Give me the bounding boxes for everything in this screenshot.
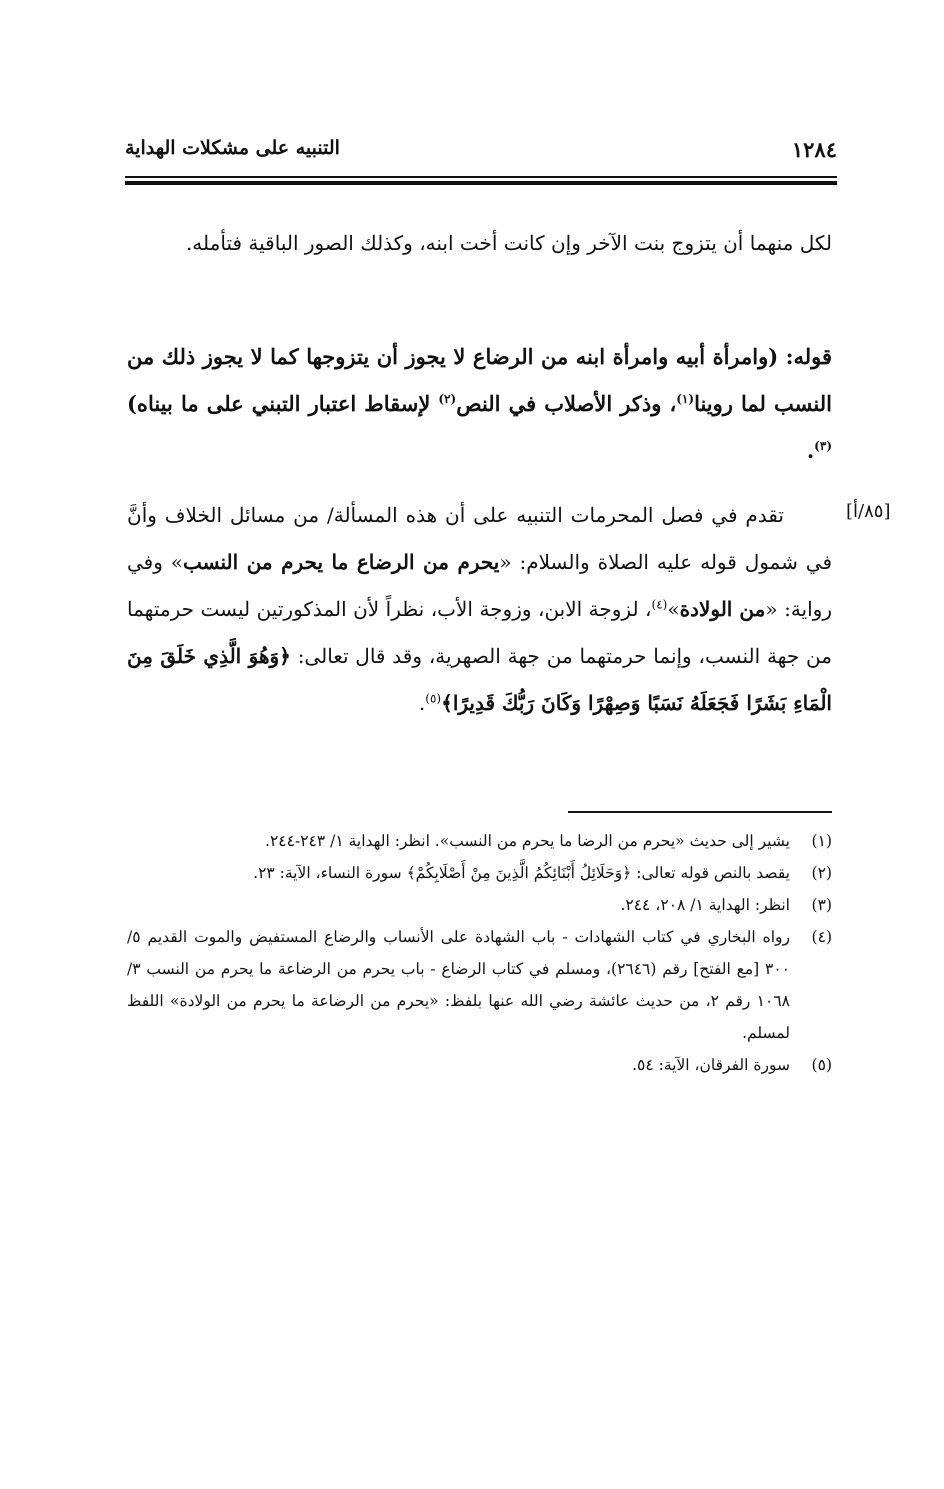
footnote-number: (٣) bbox=[811, 896, 832, 914]
footnote-ref-1: (١) bbox=[676, 392, 695, 406]
matn-lead: قوله: (وامرأة أبيه وامرأة ابنه من الرضاع لا يجوز أن يتزوجها كما لا يجوز ذلك من النسب لما روينا bbox=[127, 344, 832, 416]
footnote-5 bbox=[127, 1049, 832, 1081]
manuscript-folio-marker: [٨٥/أ] bbox=[846, 501, 891, 522]
running-header bbox=[125, 133, 837, 169]
footnote-ref-3: (٣) bbox=[814, 439, 832, 453]
commentary-end: . bbox=[418, 691, 426, 715]
book-title: التنبيه على مشكلات الهداية bbox=[125, 137, 340, 159]
matn-tail: لإسقاط اعتبار التبني على ما بيناه) bbox=[127, 391, 439, 416]
quran-verse: ﴿وَهُوَ الَّذِي خَلَقَ مِنَ الْمَاءِ بَشَرًا فَجَعَلَهُ نَسَبًا وَصِهْرًا وَكَانَ رَبُّكَ قَدِيرًا﴾ bbox=[127, 644, 832, 715]
matn-end: . bbox=[806, 438, 815, 463]
footnote-number: (٤) bbox=[811, 928, 832, 946]
footnote-2 bbox=[127, 857, 832, 889]
footnote-separator bbox=[568, 811, 832, 813]
hadith-text: يحرم من الرضاع ما يحرم من النسب bbox=[183, 550, 500, 574]
footnotes bbox=[127, 825, 832, 1081]
paragraph-continuation: لكل منهما أن يتزوج بنت الآخر وإن كانت أخت ابنه، وكذلك الصور الباقية فتأمله. bbox=[185, 231, 832, 255]
header-rule-thick bbox=[125, 181, 837, 185]
footnote-3 bbox=[127, 889, 832, 921]
footnote-1 bbox=[127, 825, 832, 857]
commentary-part1: تقدم في فصل المحرمات التنبيه على أن هذه المسألة/ من مسائل الخلاف وأنَّ في شمول قوله عليه الصلاة والسلام: « bbox=[127, 503, 833, 574]
footnote-ref-4: (٤) bbox=[651, 597, 668, 612]
page-number: ١٢٨٤ bbox=[791, 137, 837, 162]
footnote-ref-2: (٢) bbox=[438, 392, 457, 406]
footnote-text: رواه البخاري في كتاب الشهادات - باب الشهادة على الأنساب والرضاع المستفيض والموت القديم ٥/ ٣٠٠ [مع الفتح] رقم (٢٦٤٦)، ومسلم في كتاب الرضاع - باب يحرم من الرضاعة ما يحرم من النسب ٣/ ١٠٦٨ رقم ٢، من حديث عائشة رضي الله عنها بلفظ: «يحرم من الرضاعة ما يحرم من الولادة» اللفظ لمسلم. bbox=[127, 928, 791, 1042]
footnote-number: (٥) bbox=[811, 1056, 832, 1074]
commentary-part2: » وفي رواية: « bbox=[127, 550, 832, 621]
header-rule-thin bbox=[125, 176, 837, 178]
quoted-matn-paragraph bbox=[127, 333, 832, 474]
footnote-text: يشير إلى حديث «يحرم من الرضا ما يحرم من النسب». انظر: الهداية ١/ ٢٤٣-٢٤٤. bbox=[265, 832, 790, 850]
commentary-part4: ، لزوجة الابن، وزوجة الأب، نظراً لأن المذكورتين ليست حرمتهما من جهة النسب، وإنما حرمتهما من جهة الصهرية، وقد قال تعالى: bbox=[127, 597, 832, 668]
hadith-variant: من الولادة bbox=[679, 597, 766, 621]
matn-middle: ، وذكر الأصلاب في النص bbox=[456, 391, 677, 416]
commentary-paragraph bbox=[127, 492, 832, 727]
footnote-text: سورة الفرقان، الآية: ٥٤. bbox=[632, 1056, 790, 1074]
footnote-text: يقصد بالنص قوله تعالى: ﴿وَحَلَائِلُ أَبْنَائِكُمُ الَّذِينَ مِنْ أَصْلَابِكُمْ﴾ سورة النساء، الآية: ٢٣. bbox=[253, 864, 790, 882]
footnote-ref-5: (٥) bbox=[425, 691, 442, 706]
commentary-part3: » bbox=[667, 597, 680, 621]
footnote-number: (١) bbox=[811, 832, 832, 850]
footnote-4 bbox=[127, 921, 832, 1049]
footnote-text: انظر: الهداية ١/ ٢٠٨، ٢٤٤. bbox=[620, 896, 790, 914]
footnote-number: (٢) bbox=[811, 864, 832, 882]
